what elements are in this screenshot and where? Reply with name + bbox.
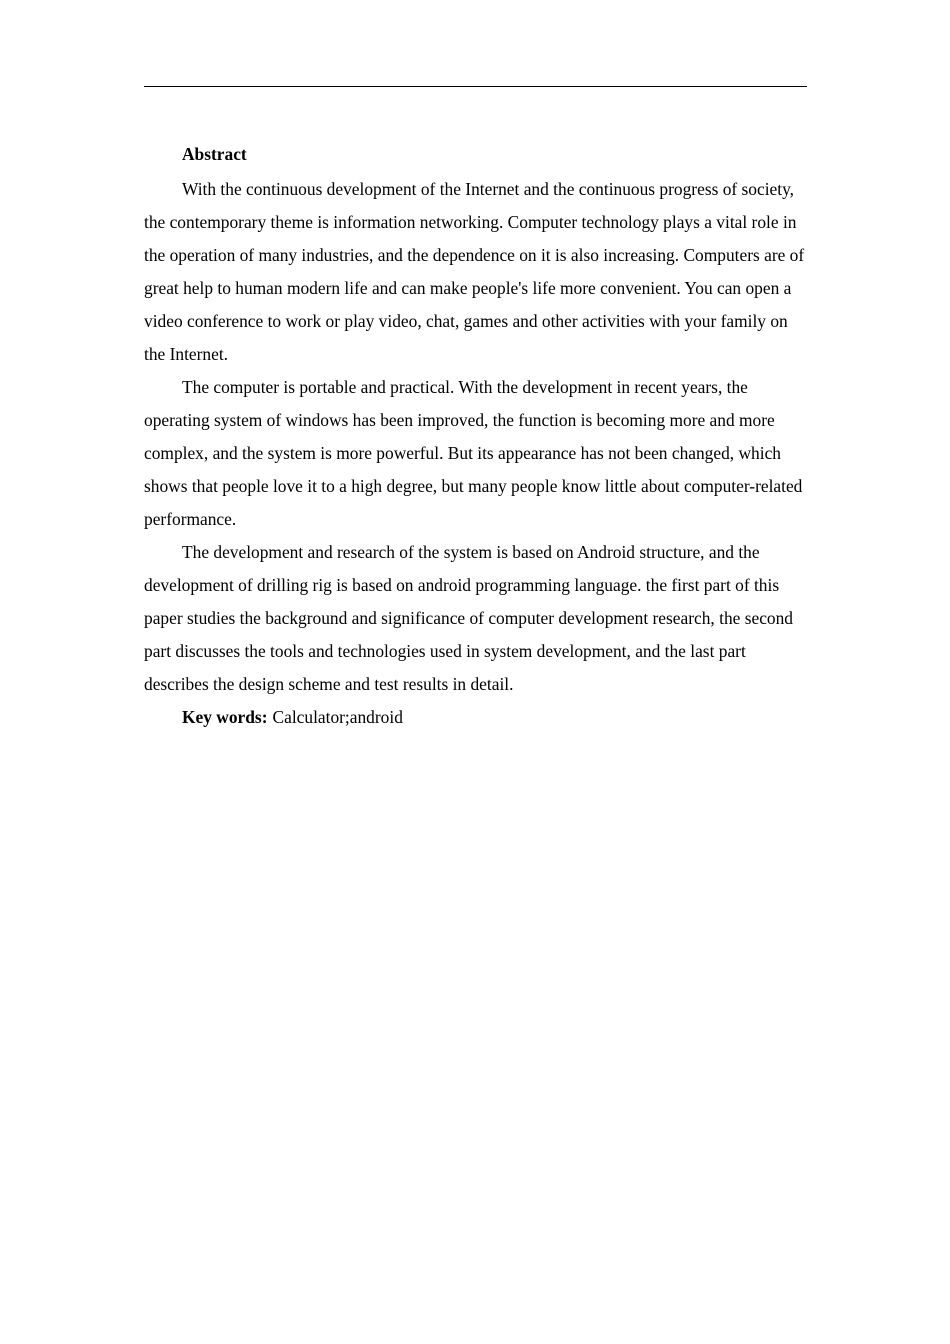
abstract-paragraph-2: The computer is portable and practical. With the development in recent years, the operating system of windows has been improved, the function is becoming more and more complex, and the system is more powerful. But its appearance has not been changed, which shows that people love it to a high degree, but many people know little about computer-related performance. (144, 377, 803, 529)
abstract-section (144, 138, 808, 734)
keywords-label: Key words: (182, 707, 268, 727)
abstract-paragraph-1: With the continuous development of the Internet and the continuous progress of society, the contemporary theme is information networking. Computer technology plays a vital role in the operation of many industries, and the dependence on it is also increasing. Computers are of great help to human modern life and can make people's life more convenient. You can open a video conference to work or play video, chat, games and other activities with your family on the Internet. (144, 179, 805, 364)
header-rule (144, 86, 807, 87)
keywords-value: Calculator;android (272, 707, 403, 727)
abstract-paragraph-3: The development and research of the system is based on Android structure, and the development of drilling rig is based on android programming language. the first part of this paper studies the background and significance of computer development research, the second part discusses the tools and technologies used in system development, and the last part describes the design scheme and test results in detail. (144, 542, 794, 694)
abstract-title: Abstract (182, 144, 247, 164)
keywords-line (144, 701, 808, 734)
